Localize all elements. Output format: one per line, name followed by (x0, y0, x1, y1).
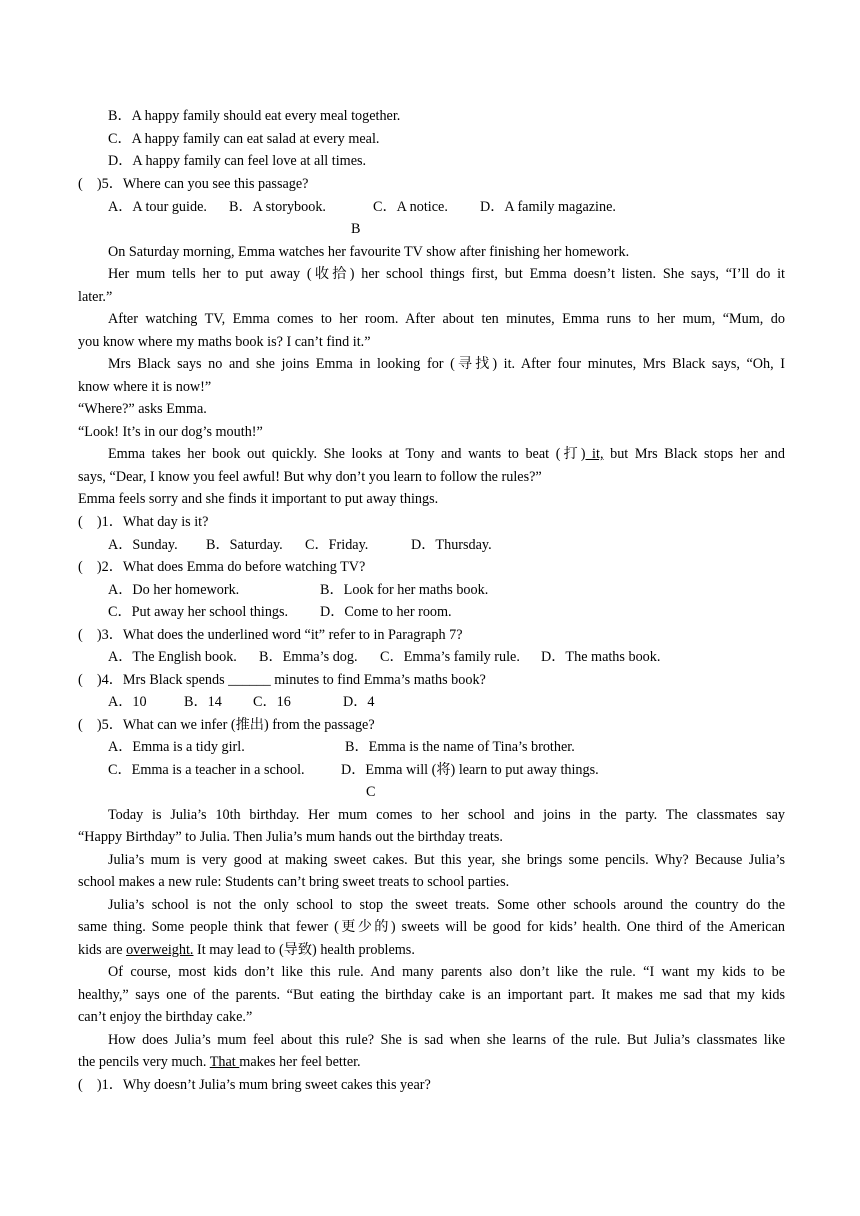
b-q2-option-c: C．Put away her school things. (108, 604, 289, 620)
b-question-3: ( )3．What does the underlined word “it” refer to in Paragraph 7? (78, 627, 463, 643)
passage-b-paragraph-3-line-2: you know where my maths book is? I can’t find it.” (78, 334, 371, 350)
b-q4-option-d: D．4 (343, 694, 375, 710)
passage-b-paragraph-4-line-2: know where it is now!” (78, 379, 212, 395)
b-question-4: ( )4．Mrs Black spends ______ minutes to find Emma’s maths book? (78, 672, 486, 688)
b-q5-option-d: D．Emma will (将) learn to put away things. (341, 762, 599, 778)
passage-b-paragraph-3-line-1: After watching TV, Emma comes to her room. After about ten minutes, Emma runs to her mum, “Mum, do (108, 311, 785, 327)
passage-b-paragraph-8: Emma feels sorry and she finds it important to put away things. (78, 491, 439, 507)
paragraph-5-text-start: the pencils very much. (78, 1054, 210, 1070)
underlined-word-that: That (209, 1054, 240, 1070)
passage-c-paragraph-1-line-2: “Happy Birthday” to Julia. Then Julia’s mum hands out the birthday treats. (78, 829, 503, 845)
passage-c-paragraph-5-line-1: How does Julia’s mum feel about this rule? She is sad when she learns of the rule. But Julia’s classmates like (108, 1032, 785, 1048)
paragraph-3-text-end: It may lead to (导致) health problems. (193, 942, 415, 958)
b-q1-option-a: A．Sunday. (108, 537, 178, 553)
b-q5-option-b: B．Emma is the name of Tina’s brother. (345, 739, 575, 755)
q5-option-a: A．A tour guide. (108, 199, 207, 215)
passage-b-paragraph-5: “Where?” asks Emma. (78, 401, 207, 417)
paragraph-3-text-start: kids are (78, 942, 127, 958)
passage-c-paragraph-3-line-3 (78, 941, 415, 959)
option-d: D．A happy family can feel love at all times. (108, 153, 367, 169)
passage-b-paragraph-2-line-1: Her mum tells her to put away (收拾) her school things first, but Emma doesn’t listen. She says, “I’ll do it (108, 266, 785, 282)
b-q3-option-a: A．The English book. (108, 649, 237, 665)
q5-option-d: D．A family magazine. (480, 199, 616, 215)
b-question-5: ( )5．What can we infer (推出) from the passage? (78, 717, 375, 733)
b-q3-option-d: D．The maths book. (541, 649, 661, 665)
passage-c-paragraph-3-line-2: same thing. Some people think that fewer (更少的) sweets will be good for kids’ health. One third of the American (78, 919, 785, 935)
b-q2-option-a: A．Do her homework. (108, 582, 240, 598)
section-heading-c: C (366, 784, 376, 800)
b-question-2: ( )2．What does Emma do before watching TV? (78, 559, 366, 575)
c-question-1: ( )1．Why doesn’t Julia’s mum bring sweet cakes this year? (78, 1077, 431, 1093)
passage-b-paragraph-6: “Look! It’s in our dog’s mouth!” (78, 424, 263, 440)
b-q1-option-d: D．Thursday. (411, 537, 492, 553)
b-question-1: ( )1．What day is it? (78, 514, 209, 530)
b-q5-option-c: C．Emma is a teacher in a school. (108, 762, 305, 778)
option-c: C．A happy family can eat salad at every meal. (108, 131, 380, 147)
passage-b-paragraph-7-line-1 (108, 445, 785, 463)
b-q2-option-b: B．Look for her maths book. (320, 582, 489, 598)
b-q1-option-b: B．Saturday. (206, 537, 283, 553)
underlined-word-it: it, (585, 446, 604, 462)
section-heading-b: B (351, 221, 361, 237)
b-q3-option-c: C．Emma’s family rule. (380, 649, 520, 665)
passage-c-paragraph-4-line-3: can’t enjoy the birthday cake.” (78, 1009, 253, 1025)
q5-option-c: C．A notice. (373, 199, 448, 215)
passage-c-paragraph-2-line-1: Julia’s mum is very good at making sweet cakes. But this year, she brings some pencils. Why? Because Julia’s (108, 852, 785, 868)
b-q2-option-d: D．Come to her room. (320, 604, 452, 620)
passage-c-paragraph-3-line-1: Julia’s school is not the only school to stop the sweet treats. Some other schools around the country do the (108, 897, 785, 913)
paragraph-7-text-start: Emma takes her book out quickly. She looks at Tony and wants to beat (打) (108, 446, 586, 462)
b-q3-option-b: B．Emma’s dog. (259, 649, 358, 665)
option-b: B．A happy family should eat every meal together. (108, 108, 401, 124)
b-q4-option-c: C．16 (253, 694, 291, 710)
question-5: ( )5．Where can you see this passage? (78, 176, 309, 192)
q5-option-b: B．A storybook. (229, 199, 326, 215)
passage-c-paragraph-1-line-1: Today is Julia’s 10th birthday. Her mum comes to her school and joins in the party. The classmates say (108, 807, 785, 823)
b-q4-option-b: B．14 (184, 694, 222, 710)
passage-b-paragraph-1: On Saturday morning, Emma watches her favourite TV show after finishing her homework. (108, 244, 630, 260)
passage-b-paragraph-7-line-2: says, “Dear, I know you feel awful! But why don’t you learn to follow the rules?” (78, 469, 542, 485)
passage-b-paragraph-4-line-1: Mrs Black says no and she joins Emma in looking for (寻找) it. After four minutes, Mrs Black says, “Oh, I (108, 356, 785, 372)
passage-b-paragraph-2-line-2: later.” (78, 289, 113, 305)
passage-c-paragraph-4-line-1: Of course, most kids don’t like this rule. And many parents also don’t like the rule. “I want my kids to be (108, 964, 785, 980)
paragraph-7-text-end: but Mrs Black stops her and (603, 446, 785, 462)
b-q4-option-a: A．10 (108, 694, 147, 710)
paragraph-5-text-end: makes her feel better. (239, 1054, 361, 1070)
passage-c-paragraph-2-line-2: school makes a new rule: Students can’t bring sweet treats to school parties. (78, 874, 510, 890)
b-q5-option-a: A．Emma is a tidy girl. (108, 739, 245, 755)
passage-c-paragraph-4-line-2: healthy,” says one of the parents. “But eating the birthday cake is an important part. It makes me sad that my kids (78, 987, 785, 1003)
b-q1-option-c: C．Friday. (305, 537, 369, 553)
passage-c-paragraph-5-line-2 (78, 1053, 361, 1071)
underlined-word-overweight: overweight. (126, 942, 194, 958)
